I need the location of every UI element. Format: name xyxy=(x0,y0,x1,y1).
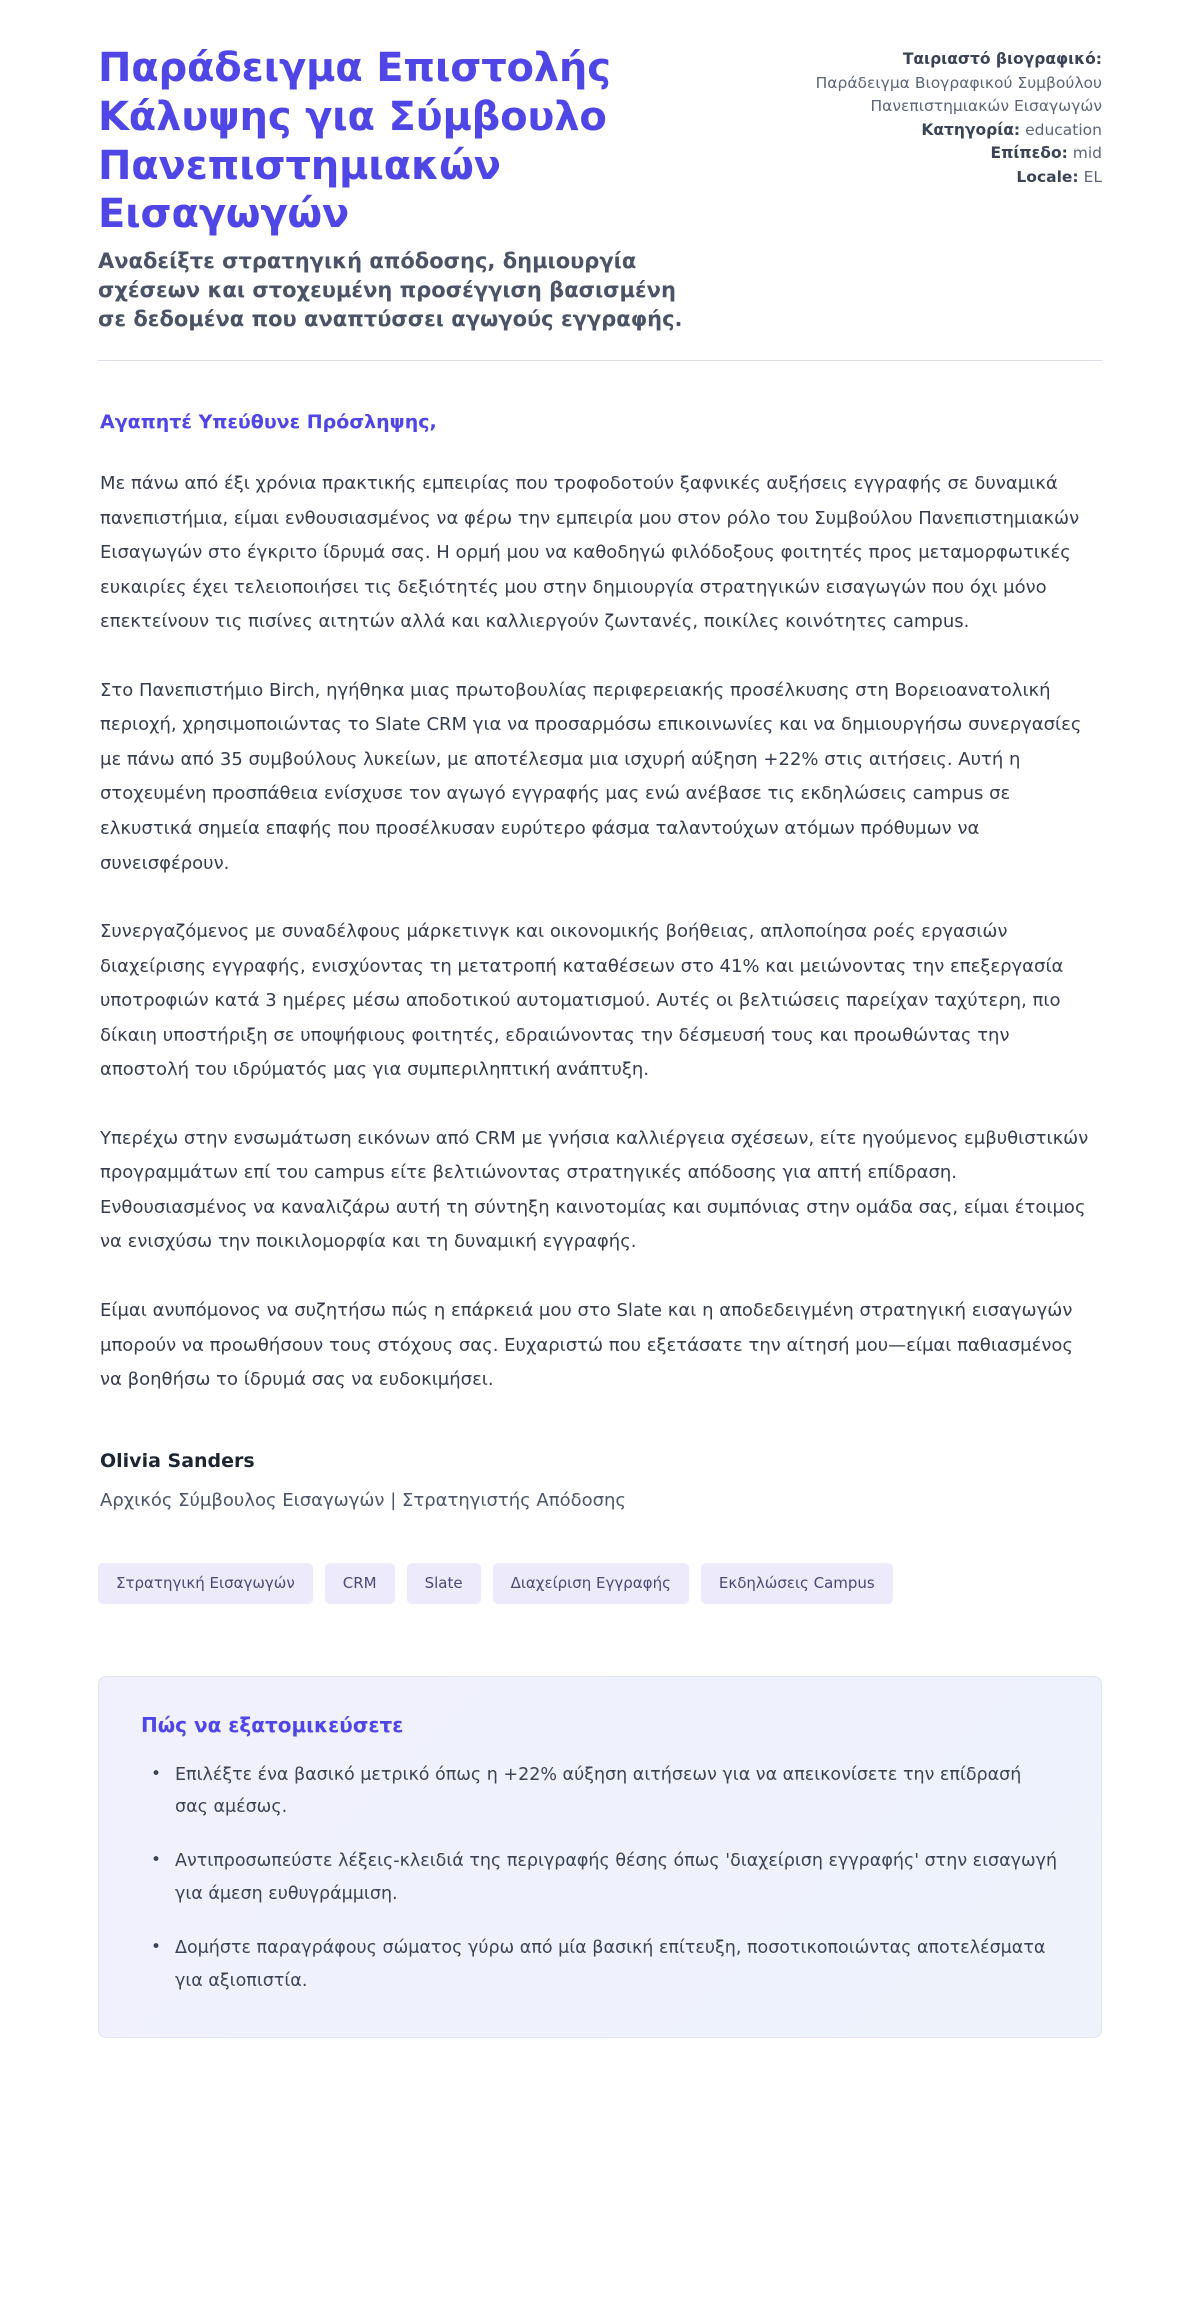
cover-letter-body xyxy=(98,411,1102,1511)
tag-list xyxy=(98,1563,1102,1604)
signature-role: Αρχικός Σύμβουλος Εισαγωγών | Στρατηγιστής Απόδοσης xyxy=(100,1489,626,1511)
tag-item[interactable]: Εκδηλώσεις Campus xyxy=(701,1563,893,1604)
tag-item[interactable]: CRM xyxy=(325,1563,395,1604)
meta-category-label: Κατηγορία: xyxy=(921,120,1021,139)
header-metadata xyxy=(802,44,1102,189)
list-item: • Επιλέξτε ένα βασικό μετρικό όπως η +22% αύξηση αιτήσεων για να απεικονίσετε την επίδρασή σας αμέσως. xyxy=(165,1759,1059,1824)
letter-paragraph: Με πάνω από έξι χρόνια πρακτικής εμπειρίας που τροφοδοτούν ξαφνικές αυξήσεις εγγραφής σε δυναμικά πανεπιστήμια, είμαι ενθουσιασμένος να φέρω την εμπειρία μου στον ρόλο του Συμβούλου Πανεπιστημιακών Εισαγωγών στο έγκριτο ίδρυμά σας. Η ορμή μου να καθοδηγώ φιλόδοξους φοιτητές προς μεταμορφωτικές ευκαιρίες έχει τελειοποιήσει τις δεξιότητές μου στην δημιουργία στρατηγικών εισαγωγών που όχι μόνο επεκτείνουν τις πισίνες αιτητών αλλά και καλλιεργούν ζωντανές, ποικίλες κοινότητες campus. xyxy=(100,473,1080,633)
tag-item[interactable]: Στρατηγική Εισαγωγών xyxy=(98,1563,313,1604)
document-header xyxy=(98,44,1102,360)
header-title-block xyxy=(98,44,738,334)
meta-level-value: mid xyxy=(1072,144,1102,163)
letter-paragraph: Υπερέχω στην ενσωμάτωση εικόνων από CRM με γνήσια καλλιέργεια σχέσεων, είτε ηγούμενος εμβυθιστικών προγραμμάτων επί του campus είτε βελτιώνοντας στρατηγικές απόδοσης για απτή επίδραση. Ενθουσιασμένος να καναλιζάρω αυτή τη σύντηξη καινοτομίας και συμπόνιας στην ομάδα σας, είμαι έτοιμος να ενισχύσω την ποικιλομορφία και τη δυναμική εγγραφής. xyxy=(100,1127,1089,1253)
page-title: Παράδειγμα Επιστολής Κάλυψης για Σύμβουλο Πανεπιστημιακών Εισαγωγών xyxy=(98,45,611,238)
meta-level xyxy=(802,142,1102,166)
meta-matching-resume xyxy=(802,48,1102,72)
signature-block xyxy=(100,1450,1100,1511)
letter-paragraph: Συνεργαζόμενος με συναδέλφους μάρκετινγκ και οικονομικής βοήθειας, απλοποίησα ροές εργασιών διαχείρισης εγγραφής, ενισχύοντας τη μετατροπή καταθέσεων στο 41% και μειώνοντας την επεξεργασία υποτροφιών κατά 3 ημέρες μέσω αποδοτικού αυτοματισμού. Αυτές οι βελτιώσεις παρείχαν ταχύτερη, πιο δίκαιη υποστήριξη σε υποψήφιους φοιτητές, εδραιώνοντας την δέσμευσή τους και προωθώντας την αποστολή του ιδρύματός μας για συμπεριληπτική ανάπτυξη. xyxy=(100,921,1064,1081)
letter-paragraph: Είμαι ανυπόμονος να συζητήσω πώς η επάρκειά μου στο Slate και η αποδεδειγμένη στρατηγική εισαγωγών μπορούν να προωθήσουν τους στόχους σας. Ευχαριστώ που εξετάσατε την αίτησή μου—είμαι παθιασμένος να βοηθήσω το ίδρυμά σας να ευδοκιμήσει. xyxy=(100,1300,1073,1391)
letter-salutation: Αγαπητέ Υπεύθυνε Πρόσληψης, xyxy=(100,411,437,434)
personalization-callout xyxy=(98,1676,1102,2038)
meta-matching-resume-label: Ταιριαστό βιογραφικό: xyxy=(902,50,1102,68)
letter-paragraph: Στο Πανεπιστήμιο Birch, ηγήθηκα μιας πρωτοβουλίας περιφερειακής προσέλκυσης στη Βορειοανατολική περιοχή, χρησιμοποιώντας το Slate CRM για να προσαρμόσω επικοινωνίες και να δημιουργήσω συνεργασίες με πάνω από 35 συμβούλους λυκείων, με αποτέλεσμα μια ισχυρή αύξηση +22% στις αιτήσεις. Αυτή η στοχευμένη προσπάθεια ενίσχυσε τον αγωγό εγγραφής μας ενώ ανέβασε τις εκδηλώσεις campus σε ελκυστικά σημεία επαφής που προσέλκυσαν ευρύτερο φάσμα ταλαντούχων ατόμων πρόθυμων να συνεισφέρουν. xyxy=(100,679,1082,874)
list-item: • Δομήστε παραγράφους σώματος γύρω από μία βασική επίτευξη, ποσοτικοποιώντας αποτελέσματα για αξιοπιστία. xyxy=(165,1932,1059,1997)
meta-locale-label: Locale: xyxy=(1016,167,1079,186)
callout-title: Πώς να εξατομικεύσετε xyxy=(141,1712,404,1737)
meta-matching-resume-value: Παράδειγμα Βιογραφικού Συμβούλου Πανεπιστημιακών Εισαγωγών xyxy=(815,73,1102,116)
signature-name: Olivia Sanders xyxy=(100,1449,255,1472)
meta-category xyxy=(802,119,1102,143)
meta-level-label: Επίπεδο: xyxy=(990,144,1068,163)
page-subtitle: Αναδείξτε στρατηγική απόδοσης, δημιουργία σχέσεων και στοχευμένη προσέγγιση βασισμένη σε δεδομένα που αναπτύσσει αγωγούς εγγραφής. xyxy=(98,249,683,332)
tag-item[interactable]: Slate xyxy=(407,1563,481,1604)
meta-category-value: education xyxy=(1025,120,1102,139)
list-item: • Αντιπροσωπεύστε λέξεις-κλειδιά της περιγραφής θέσης όπως 'διαχείριση εγγραφής' στην εισαγωγή για άμεση ευθυγράμμιση. xyxy=(165,1845,1059,1910)
tag-item[interactable]: Διαχείριση Εγγραφής xyxy=(493,1563,689,1604)
meta-locale xyxy=(802,166,1102,190)
meta-locale-value: EL xyxy=(1083,167,1102,186)
callout-list xyxy=(141,1759,1059,1997)
header-divider xyxy=(98,360,1102,361)
